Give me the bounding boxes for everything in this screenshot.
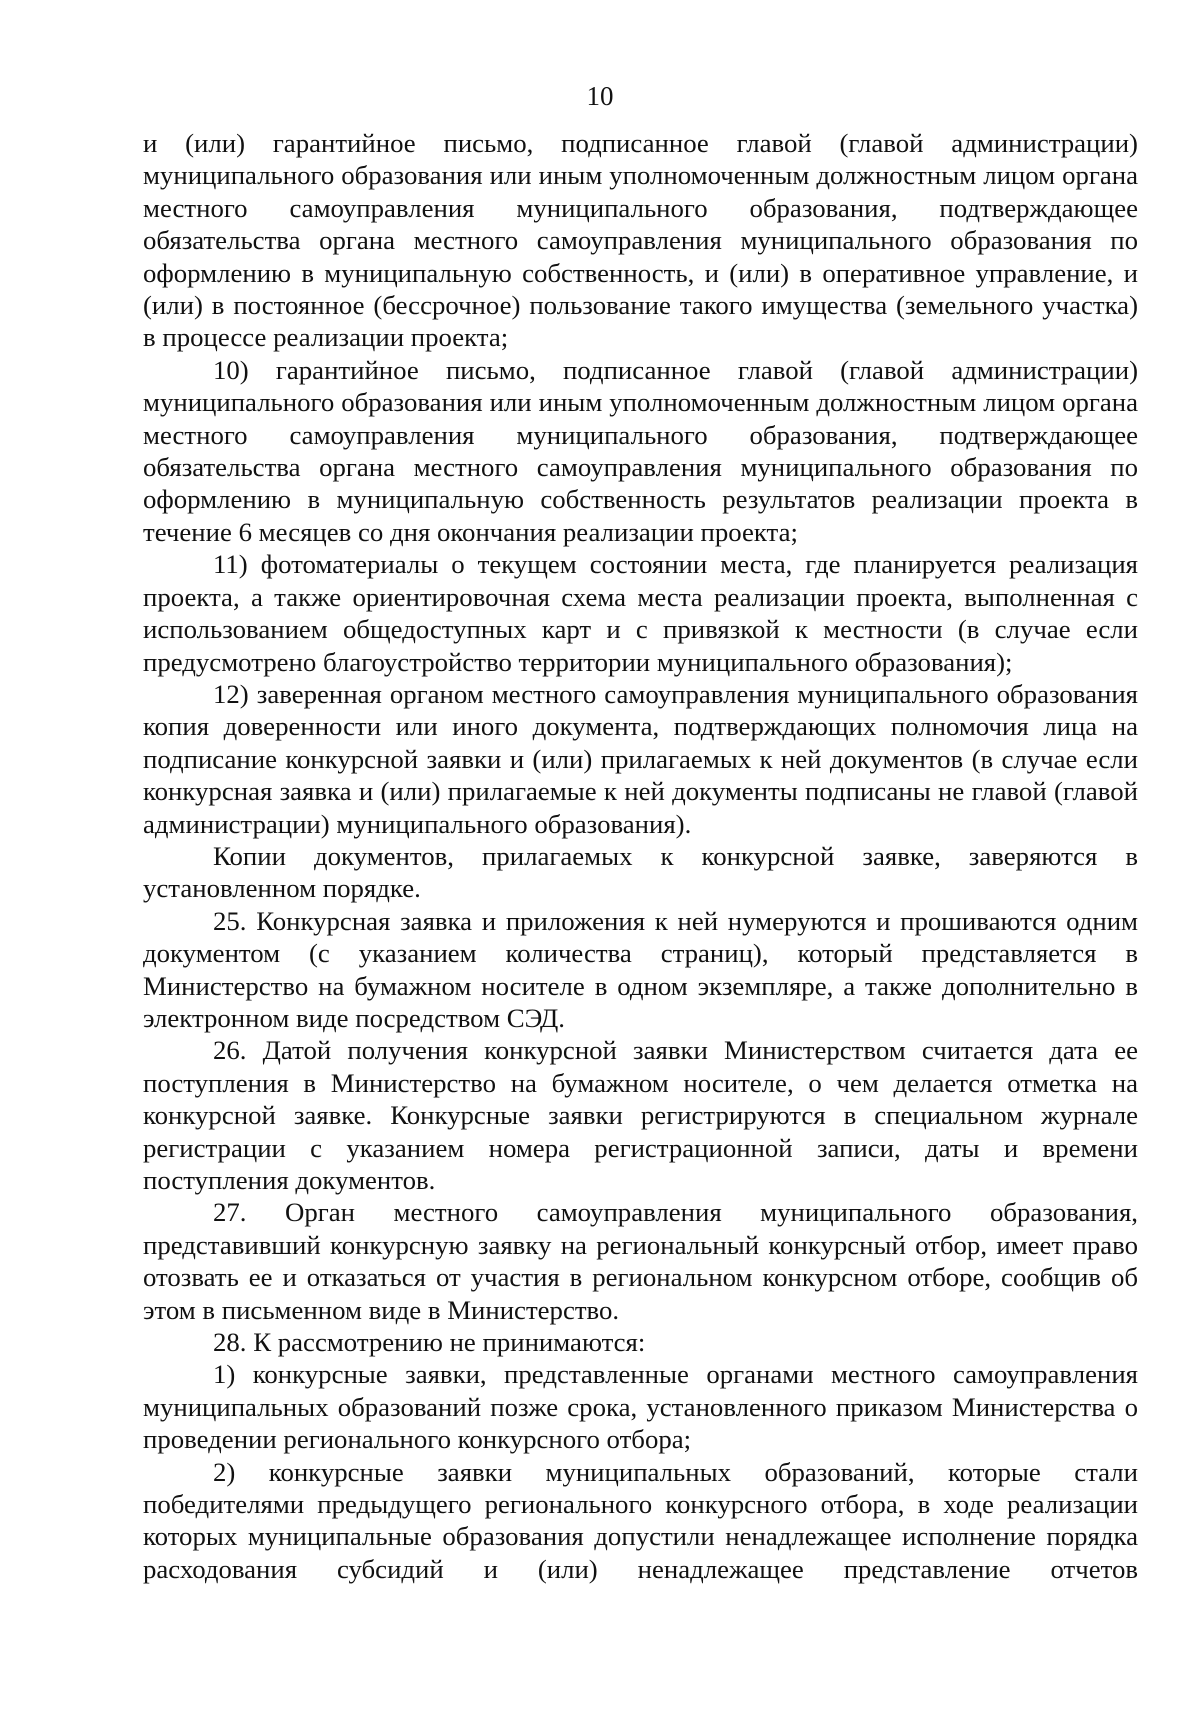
- paragraph-copies-note: Копии документов, прилагаемых к конкурсной заявке, заверяются в установленном порядке.: [143, 840, 1138, 904]
- paragraph-clause-28-item-2: 2) конкурсные заявки муниципальных образований, которые стали победителями предыдущего регионального конкурсного отбора, в ходе реализации которых муниципальные образования допустили ненадлежащее исполнение порядка расходования субсидий и (или) ненадлежащее представление отчетов: [143, 1456, 1138, 1584]
- paragraph-clause-25: 25. Конкурсная заявка и приложения к ней нумеруются и прошиваются одним документом (с указанием количества страниц), который представляется в Министерство на бумажном носителе в одном экземпляре, а также дополнительно в электронном виде посредством СЭД.: [143, 905, 1138, 1033]
- paragraph-item-10: 10) гарантийное письмо, подписанное главой (главой администрации) муниципального образования или иным уполномоченным должностным лицом органа местного самоуправления муниципального образования, подтверждающее обязательства органа местного самоуправления муниципального образования по оформлению в муниципальную собственность результатов реализации проекта в течение 6 месяцев со дня окончания реализации проекта;: [143, 354, 1138, 547]
- page-number: 10: [586, 81, 614, 111]
- paragraph-clause-28-item-1: 1) конкурсные заявки, представленные органами местного самоуправления муниципальных образований позже срока, установленного приказом Министерства о проведении регионального конкурсного отбора;: [143, 1359, 1138, 1455]
- paragraph-clause-27: 27. Орган местного самоуправления муниципального образования, представивший конкурсную заявку на региональный конкурсный отбор, имеет право отозвать ее и отказаться от участия в региональном конкурсном отборе, сообщив об этом в письменном виде в Министерство.: [143, 1197, 1138, 1325]
- paragraph-item-11: 11) фотоматериалы о текущем состоянии места, где планируется реализация проекта, а также ориентировочная схема места реализации проекта, выполненная с использованием общедоступных карт и с привязкой к местности (в случае если предусмотрено благоустройство территории муниципального образования);: [143, 549, 1138, 677]
- paragraph-clause-26: 26. Датой получения конкурсной заявки Министерством считается дата ее поступления в Министерство на бумажном носителе, о чем делается отметка на конкурсной заявке. Конкурсные заявки регистрируются в специальном журнале регистрации с указанием номера регистрационной записи, даты и времени поступления документов.: [143, 1035, 1138, 1195]
- paragraph-continuation: и (или) гарантийное письмо, подписанное главой (главой администрации) муниципального образования или иным уполномоченным должностным лицом органа местного самоуправления муниципального образования, подтверждающее обязательства органа местного самоуправления муниципального образования по оформлению в муниципальную собственность, и (или) в оперативное управление, и (или) в постоянное (бессрочное) пользование такого имущества (земельного участка) в процессе реализации проекта;: [143, 128, 1138, 353]
- document-body: [143, 127, 1138, 1585]
- paragraph-clause-28: 28. К рассмотрению не принимаются:: [213, 1327, 646, 1358]
- paragraph-item-12: 12) заверенная органом местного самоуправления муниципального образования копия доверенности или иного документа, подтверждающих полномочия лица на подписание конкурсной заявки и (или) прилагаемых к ней документов (в случае если конкурсная заявка и (или) прилагаемые к ней документы подписаны не главой (главой администрации) муниципального образования).: [143, 678, 1138, 839]
